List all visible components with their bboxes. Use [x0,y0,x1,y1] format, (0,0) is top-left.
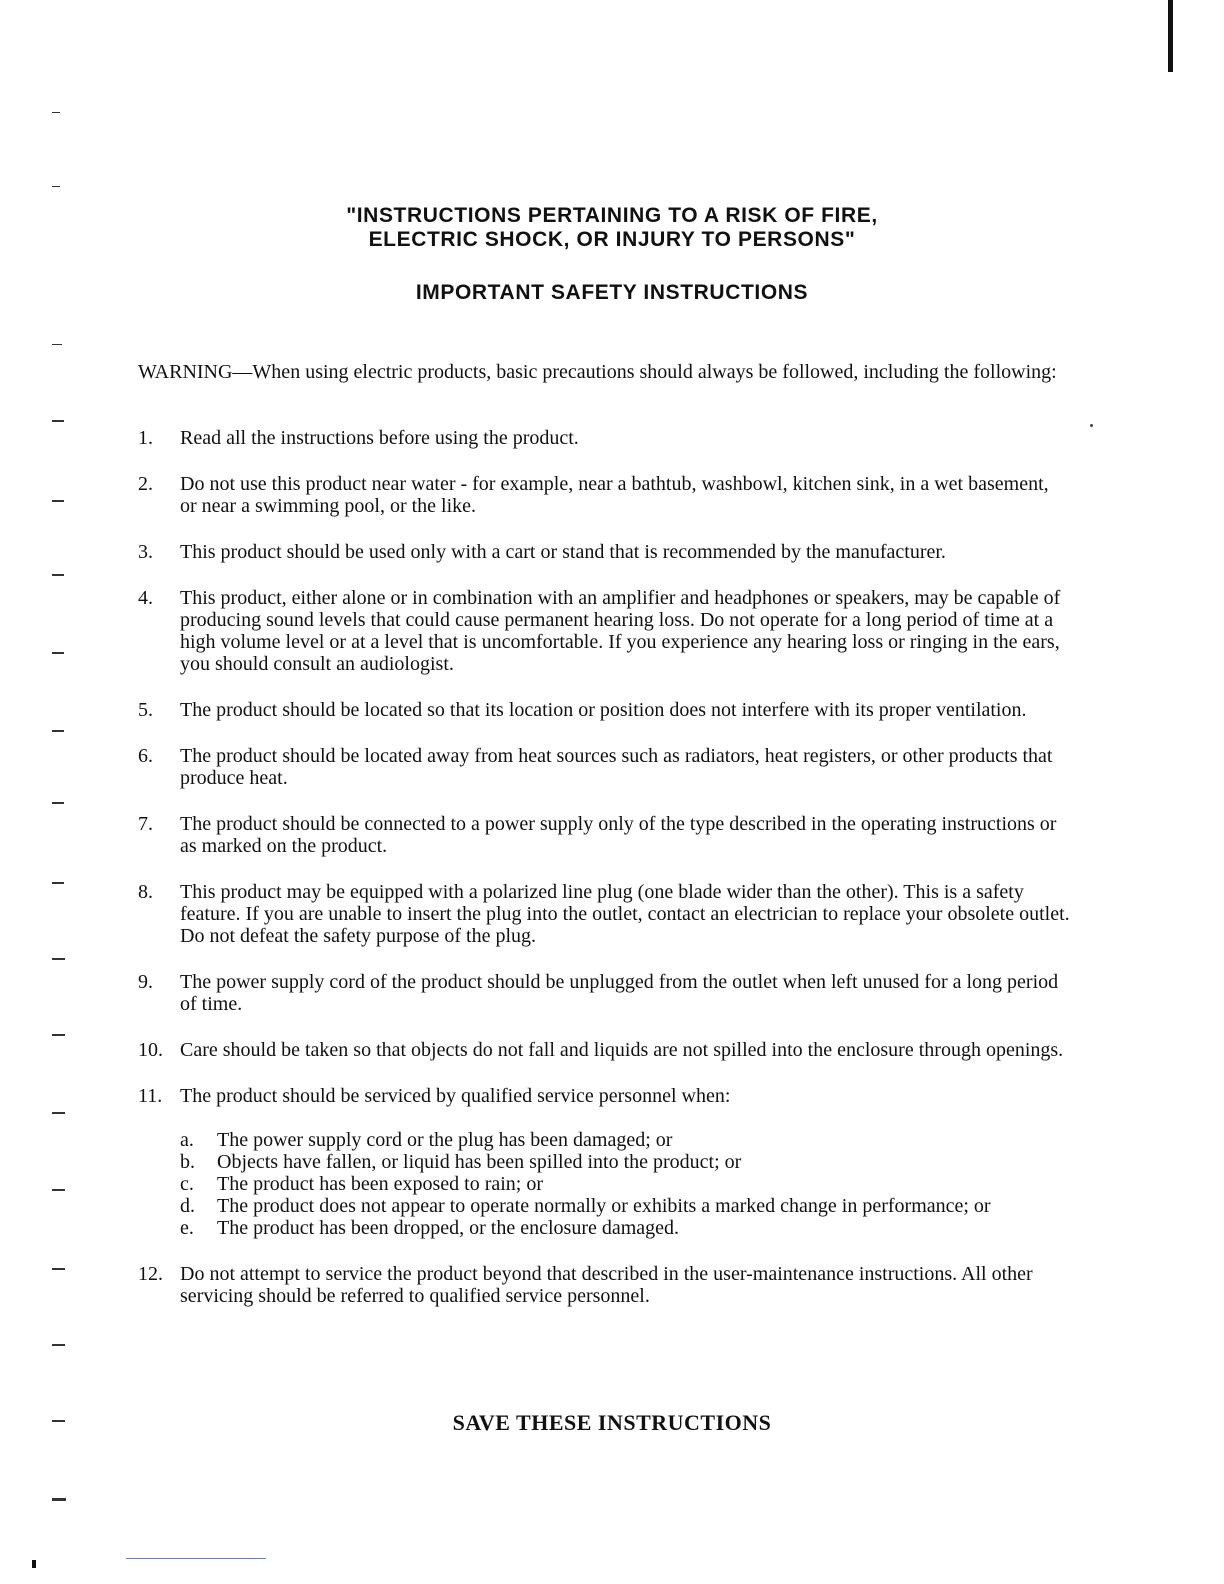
instruction-item [138,813,1070,857]
document-subtitle: IMPORTANT SAFETY INSTRUCTIONS [415,281,809,304]
item-text: This product, either alone or in combination with an amplifier and headphones or speakers, may be capable of producing sound levels that could cause permanent hearing loss. Do not operate for a long period of time at a high volume level or at a level that is uncomfortable. If you experience any hearing loss or ringing in the ears, you should consult an audiologist. [180,587,1061,675]
instruction-item [138,1085,1070,1239]
item-letter: e. [180,1217,194,1239]
item-number: 9. [138,971,153,993]
item-text: The product should be serviced by qualified service personnel when: [180,1085,731,1107]
item-number: 1. [138,427,153,449]
instruction-item [138,745,1070,789]
document-title [0,204,1224,252]
margin-tick [52,958,65,960]
item-text: The power supply cord or the plug has been damaged; or [217,1129,673,1151]
instruction-item [138,541,1070,563]
service-condition-item [180,1217,1070,1239]
instruction-item [138,881,1070,947]
instruction-item [138,473,1070,517]
margin-tick [52,1189,65,1191]
item-text: The product should be located so that its location or position does not interfere with its proper ventilation. [180,699,1027,721]
item-text: The product should be located away from heat sources such as radiators, heat registers, or other products that produce heat. [180,745,1053,789]
item-text: Care should be taken so that objects do not fall and liquids are not spilled into the enclosure through openings. [180,1039,1064,1061]
save-instructions-footer: SAVE THESE INSTRUCTIONS [452,1410,772,1435]
item-number: 2. [138,473,153,495]
item-letter: d. [180,1195,195,1217]
margin-tick [52,186,60,187]
item-text: Do not attempt to service the product beyond that described in the user-maintenance instructions. All other servicing should be referred to qualified service personnel. [180,1263,1033,1307]
item-number: 5. [138,699,153,721]
margin-tick [52,1034,65,1036]
margin-tick [52,1344,65,1346]
item-number: 11. [138,1085,163,1107]
item-text: Read all the instructions before using the product. [180,427,579,449]
scan-edge-bar [1168,0,1173,72]
service-condition-item [180,1173,1070,1195]
item-letter: b. [180,1151,195,1173]
instruction-item [138,1039,1070,1061]
warning-paragraph: WARNING—When using electric products, basic precautions should always be followed, including the following: [138,361,1057,383]
item-number: 10. [138,1039,163,1061]
instruction-item [138,699,1070,721]
item-number: 7. [138,813,153,835]
corner-mark [32,1560,36,1568]
margin-tick [52,344,62,345]
item-number: 3. [138,541,153,563]
item-number: 12. [138,1263,163,1285]
item-number: 6. [138,745,153,767]
margin-tick [52,1112,65,1114]
service-condition-item [180,1195,1070,1217]
service-conditions-list [180,1129,1070,1239]
instruction-item [138,1263,1070,1307]
item-letter: c. [180,1173,194,1195]
item-text: Do not use this product near water - for example, near a bathtub, washbowl, kitchen sink, in a wet basement, or near a swimming pool, or the like. [180,473,1049,517]
margin-tick [52,802,64,804]
title-line-2: ELECTRIC SHOCK, OR INJURY TO PERSONS" [368,228,856,251]
margin-tick [52,112,60,113]
item-text: The product should be connected to a power supply only of the type described in the operating instructions or as marked on the product. [180,813,1057,857]
service-condition-item [180,1129,1070,1151]
item-letter: a. [180,1129,194,1151]
margin-tick [52,1268,65,1270]
bottom-rule [126,1558,266,1559]
item-text: This product may be equipped with a polarized line plug (one blade wider than the other). This is a safety feature. If you are unable to insert the plug into the outlet, contact an electrician to replace your obsolete outlet. Do not defeat the safety purpose of the plug. [180,881,1070,947]
margin-tick [52,500,64,502]
margin-tick [52,652,64,654]
margin-tick [52,882,64,884]
instruction-item [138,971,1070,1015]
item-text: This product should be used only with a cart or stand that is recommended by the manufacturer. [180,541,946,563]
item-text: The product has been dropped, or the enclosure damaged. [217,1217,680,1239]
margin-tick [52,420,64,422]
stray-dot [1090,424,1093,427]
instructions-list [138,427,1070,1331]
item-text: Objects have fallen, or liquid has been spilled into the product; or [217,1151,742,1173]
margin-tick [52,1498,66,1501]
item-number: 4. [138,587,153,609]
margin-tick [52,730,64,732]
instruction-item [138,587,1070,675]
title-line-1: "INSTRUCTIONS PERTAINING TO A RISK OF FIRE, [346,204,878,227]
service-condition-item [180,1151,1070,1173]
item-number: 8. [138,881,153,903]
margin-tick [52,574,64,576]
item-text: The product does not appear to operate normally or exhibits a marked change in performance; or [217,1195,991,1217]
item-text: The power supply cord of the product should be unplugged from the outlet when left unused for a long period of time. [180,971,1059,1015]
instruction-item [138,427,1070,449]
item-text: The product has been exposed to rain; or [217,1173,544,1195]
